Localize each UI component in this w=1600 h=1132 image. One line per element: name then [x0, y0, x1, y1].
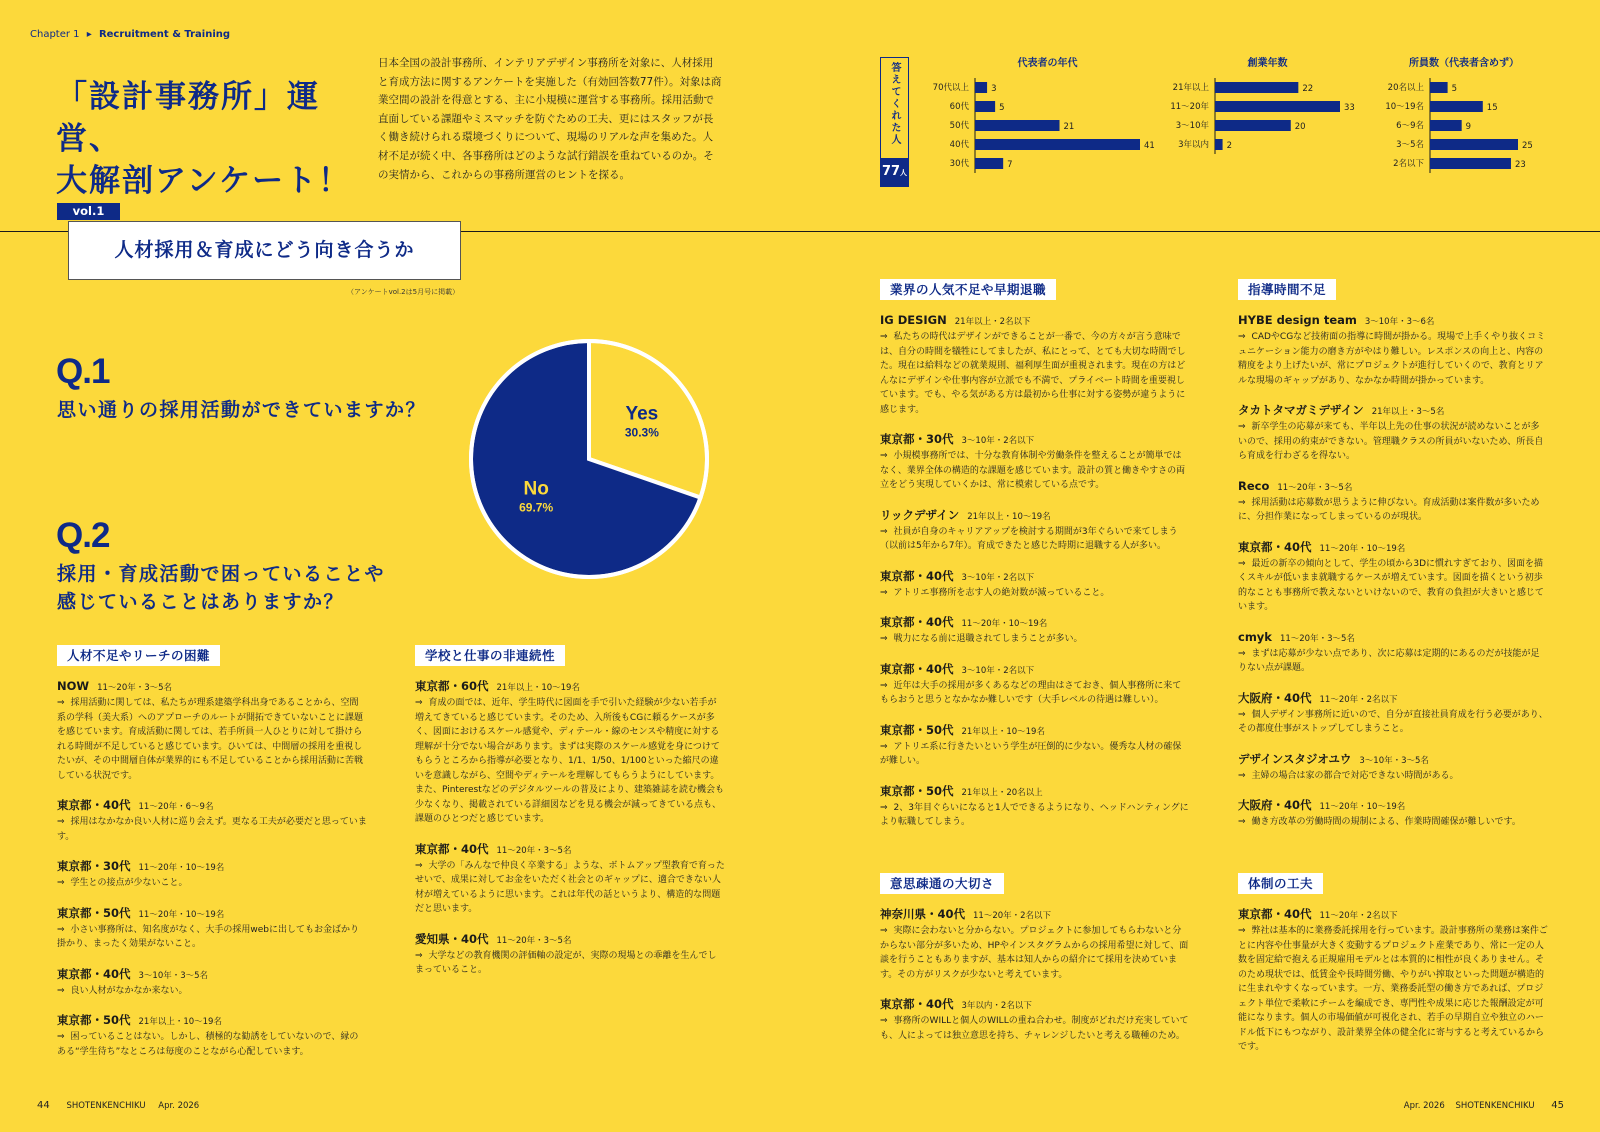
respondent-name: 東京都・40代: [57, 966, 131, 981]
answer-text-line: [57, 815, 367, 844]
arrow-right-icon: ⇒: [880, 1016, 888, 1026]
q1-number: Q.1: [56, 352, 110, 391]
section-entries-industry: [880, 312, 1190, 844]
answer-text-line: [1238, 924, 1548, 1055]
bar-category-label: 6〜9名: [1396, 121, 1424, 131]
respondent-meta: 3年以内・2名以下: [961, 1001, 1032, 1011]
arrow-right-icon: ⇒: [880, 634, 888, 644]
answer-entry: [1238, 539, 1548, 615]
bar-value-label: 21: [1063, 122, 1075, 132]
q2-number: Q.2: [56, 516, 110, 555]
respondent-name: 東京都・40代: [1238, 907, 1312, 921]
answer-text: まずは応募が少ない点であり、次に応募は定期的にあるのだが技能が足りない点が課題。: [1238, 648, 1540, 673]
vol-badge: vol.1: [57, 203, 120, 220]
bar-category-label: 3〜10年: [1175, 121, 1209, 131]
answer-entry: [1238, 906, 1548, 1055]
arrow-right-icon: ⇒: [415, 698, 423, 708]
respondent-meta: 21年以上・10〜19名: [138, 1017, 222, 1027]
respondent-meta: 11〜20年・6〜9名: [138, 802, 214, 812]
q2-question: 採用・育成活動で困っていることや 感じていることはありますか？: [57, 563, 386, 613]
respondent-line: [1238, 539, 1548, 557]
demographic-bar-charts: [915, 50, 1555, 200]
answer-text-line: [880, 586, 1190, 601]
bar-chart-title: 創業年数: [1247, 58, 1288, 69]
respondent-line: [880, 661, 1190, 679]
bar-value-label: 5: [999, 103, 1005, 113]
answer-entry: [57, 966, 367, 999]
bar: [1215, 82, 1298, 93]
respondent-name: 東京都・30代: [57, 859, 131, 873]
chapter-breadcrumb: [30, 29, 230, 40]
respondent-line: [57, 966, 367, 984]
arrow-right-icon: ⇒: [57, 924, 65, 935]
respondent-name: 愛知県・40代: [415, 931, 489, 946]
answer-text-line: [1238, 420, 1548, 464]
respondent-line: [57, 1012, 367, 1030]
bar-category-label: 3年以内: [1178, 140, 1209, 150]
respondent-meta: 11〜20年・3〜5名: [1277, 482, 1353, 493]
answer-text: 近年は大手の採用が多くあるなどの理由はさておき、個人事務所に来てもらおうと思うとなかなか難しいです（大手レベルの待遇は難しい）。: [880, 680, 1182, 705]
answer-text-line: [415, 949, 725, 978]
pie-value-label: 30.3%: [624, 425, 659, 440]
respondent-line: [415, 841, 725, 859]
bar-value-label: 3: [991, 84, 997, 94]
footer-right: [1404, 1100, 1564, 1111]
answer-entry: [880, 661, 1190, 708]
arrow-right-icon: ⇒: [1238, 332, 1246, 342]
respondent-meta: 21年以上・10〜19名: [496, 683, 580, 693]
respondent-line: [415, 931, 725, 949]
arrow-right-icon: ⇒: [57, 1032, 65, 1042]
bar-value-label: 20: [1294, 122, 1306, 132]
respondent-meta: 11〜20年・3〜5名: [496, 935, 572, 946]
bar-value-label: 22: [1302, 84, 1314, 94]
answer-text: 採用活動は応募数が思うように伸びない。育成活動は案件数が多いために、分担作業になってしまっているのが現状。: [1238, 497, 1540, 522]
answer-entry: [880, 614, 1190, 647]
section-title-system: 体制の工夫: [1238, 873, 1323, 894]
respondents-count-badge: [881, 158, 908, 186]
respondent-meta: 21年以上・10〜19名: [967, 511, 1051, 522]
answer-text-line: [1238, 647, 1548, 676]
answer-text-line: [57, 696, 367, 783]
respondent-name: NOW: [57, 679, 90, 693]
respondent-meta: 11〜20年・10〜19名: [138, 863, 225, 873]
answer-text: 採用はなかなか良い人材に巡り会えず。更なる工夫が必要だと思っています。: [57, 817, 367, 842]
vol-note: （アンケートvol.2は5月号に掲載）: [347, 288, 460, 296]
respondent-name: 東京都・40代: [880, 615, 954, 629]
answer-text: 個人デザイン事務所に近いので、自分が直接社員育成を行う必要があり、その都度仕事がストップしてしまうこと。: [1238, 709, 1548, 734]
arrow-right-icon: ⇒: [1238, 422, 1246, 432]
bar-category-label: 60代: [949, 102, 969, 112]
answer-text: 小規模事務所では、十分な教育体制や労働条件を整えることが簡単ではなく、業界全体の構造的な課題を感じています。設計の質と働きやすさの両立をどう実現していくかは、常に模索している点です。: [880, 451, 1186, 490]
arrow-right-icon: ⇒: [880, 926, 888, 936]
section-entries-guidance: [1238, 312, 1548, 844]
answer-entry: [880, 906, 1190, 982]
section-title-industry: 業界の人気不足や早期退職: [880, 279, 1056, 300]
answer-text-line: [1238, 769, 1548, 784]
respondent-meta: 11〜20年・3〜5名: [1279, 633, 1355, 644]
answer-entry: [57, 905, 367, 952]
respondent-meta: 11〜20年・3〜5名: [97, 683, 173, 693]
bar: [975, 158, 1003, 169]
answer-entry: [1238, 402, 1548, 464]
answer-text: 育成の面では、近年、学生時代に図面を手で引いた経験が少ない若手が増えてきていると感じています。そのため、入所後もCGに頼るケースが多く、図面におけるスケール感覚や、ディテール・線のセンスや精度に対する理解が十分でない場合があります。まずは実際のスケール感覚を身につけてもらうところから指導が必要となり、1/1、1/50、1/100といった縮尺の違いを意識しながら、空間やディテールを理解してもらうようにしています。また、Pinterestなどのデジタルツールの普及により、建築雑誌を読む機会も少なくなり、掲載されている詳細図などを見る機会が減ってきている点も、課題のひとつだと感じています。: [415, 698, 725, 824]
answer-entry: [415, 931, 725, 978]
bar: [975, 82, 987, 93]
arrow-right-icon: ⇒: [1238, 770, 1246, 781]
bar-category-label: 21年以上: [1172, 83, 1209, 93]
answer-text: 学生との接点が少ないこと。: [70, 878, 188, 888]
respondent-line: [1238, 690, 1548, 708]
answer-text-line: [1238, 496, 1548, 525]
arrow-right-icon: ⇒: [880, 587, 888, 598]
arrow-right-icon: ⇒: [1238, 648, 1246, 659]
answer-text: 働き方改革の労働時間の規制による、作業時間確保が難しいです。: [1251, 817, 1521, 827]
respondent-meta: 11〜20年・3〜5名: [496, 845, 572, 856]
issue-date-right: Apr. 2026: [1403, 1101, 1445, 1111]
answer-text-line: [880, 924, 1190, 982]
section-title-shortage: 人材不足やリーチの困難: [57, 645, 220, 666]
page-number-left: 44: [37, 1100, 50, 1111]
respondent-name: cmyk: [1238, 629, 1272, 644]
respondent-name: 東京都・40代: [1238, 539, 1312, 554]
answer-text: 最近の新卒の傾向として、学生の頃から3Dに慣れすぎており、図面を描くスキルが低いまま就職するケースが増えています。図面を描くという初歩的なことも事務所で教えないといけないので、教育の負担が大きいと感じています。: [1238, 558, 1544, 612]
bar-value-label: 25: [1522, 141, 1533, 151]
answer-text-line: [880, 525, 1190, 554]
answer-text: 2、3年目ぐらいになると1人でできるようになり、ヘッドハンティングにより転職してしまう。: [880, 802, 1189, 827]
chevron-right-icon: ▸: [86, 29, 92, 40]
bar: [1430, 158, 1511, 169]
bar-category-label: 3〜5名: [1396, 140, 1424, 150]
bar-category-label: 10〜19名: [1385, 102, 1424, 112]
bar-category-label: 40代: [949, 140, 969, 150]
magazine-name-right: SHOTENKENCHIKU: [1455, 1101, 1535, 1111]
respondent-line: [1238, 312, 1548, 330]
section-entries-communication: [880, 906, 1190, 1057]
arrow-right-icon: ⇒: [1238, 558, 1246, 569]
respondents-label: 答えてくれた人: [889, 62, 900, 146]
bar-value-label: 9: [1465, 122, 1472, 132]
bar: [1430, 139, 1518, 150]
respondent-name: 東京都・40代: [880, 997, 954, 1011]
answer-text: 新卒学生の応募が来ても、半年以上先の仕事の状況が読めないことが多いので、採用の約束ができない。管理職クラスの所員がいないため、所長自ら育成を行わざるを得ない。: [1238, 422, 1544, 461]
answer-text: 主婦の場合は家の都合で対応できない時間がある。: [1251, 770, 1459, 781]
answer-entry: [415, 841, 725, 917]
respondent-line: [880, 568, 1190, 586]
bar-chart-3: [1385, 56, 1532, 173]
answer-entry: [880, 507, 1190, 554]
respondent-meta: 11〜20年・10〜19名: [961, 619, 1048, 629]
bar: [1430, 101, 1483, 112]
respondent-meta: 11〜20年・2名以下: [1319, 911, 1398, 921]
answer-text-line: [57, 923, 367, 952]
chapter-label: Chapter 1: [30, 29, 80, 40]
respondent-line: [57, 858, 367, 876]
respondent-meta: 3〜10年・2名以下: [961, 436, 1035, 446]
respondent-name: 神奈川県・40代: [880, 907, 966, 921]
arrow-right-icon: ⇒: [880, 680, 888, 691]
bar-chart-title: 所員数（代表者含めず）: [1409, 58, 1519, 69]
pie-label: Yes: [625, 403, 659, 425]
respondent-name: リックデザイン: [880, 507, 960, 522]
arrow-right-icon: ⇒: [415, 860, 423, 871]
arrow-right-icon: ⇒: [880, 451, 888, 461]
answer-entry: [880, 996, 1190, 1043]
answer-entry: [415, 678, 725, 827]
bar-category-label: 20名以上: [1387, 83, 1424, 93]
respondent-line: [1238, 751, 1548, 769]
respondent-line: [1238, 402, 1548, 420]
bar: [975, 120, 1060, 131]
respondent-meta: 11〜20年・10〜19名: [1319, 543, 1406, 554]
arrow-right-icon: ⇒: [880, 332, 888, 342]
bar: [1430, 120, 1462, 131]
answer-entry: [1238, 751, 1548, 784]
bar: [1215, 101, 1340, 112]
answer-text-line: [880, 632, 1190, 647]
answer-text-line: [415, 859, 725, 917]
respondent-line: [57, 905, 367, 923]
answer-text-line: [1238, 708, 1548, 737]
bar: [975, 101, 995, 112]
respondent-name: 東京都・50代: [57, 905, 131, 920]
answer-text: アトリエ事務所を志す人の絶対数が減っていること。: [893, 587, 1110, 598]
section-entries-shortage: [57, 678, 367, 1073]
answer-text-line: [880, 449, 1190, 493]
respondent-line: [880, 312, 1190, 330]
respondents-count: 77: [881, 164, 901, 179]
answer-text-line: [880, 801, 1190, 830]
answer-entry: [880, 783, 1190, 830]
answer-entry: [1238, 478, 1548, 525]
answer-text: 小さい事務所は、知名度がなく、大手の採用webに出してもお金ばかり掛かり、まったく効果がないこと。: [57, 924, 359, 949]
bar-chart-1: [933, 56, 1155, 173]
pie-value-label: 69.7%: [519, 500, 554, 515]
answer-entry: [1238, 312, 1548, 388]
bar-value-label: 15: [1486, 103, 1498, 113]
answer-entry: [880, 722, 1190, 769]
section-title-school: 学校と仕事の非連続性: [415, 645, 565, 666]
respondent-line: [880, 507, 1190, 525]
answer-entry: [57, 797, 367, 844]
respondent-line: [1238, 478, 1548, 496]
respondent-name: 東京都・30代: [880, 432, 954, 446]
section-entries-system: [1238, 906, 1548, 1069]
issue-date-left: Apr. 2026: [158, 1101, 200, 1111]
respondent-meta: 11〜20年・10〜19名: [138, 909, 225, 920]
bar-chart-2: [1170, 56, 1354, 154]
answer-text-line: [57, 984, 367, 999]
respondent-line: [880, 614, 1190, 632]
bar-value-label: 33: [1344, 103, 1355, 113]
respondent-line: [1238, 797, 1548, 815]
answer-text: CADやCGなど技術面の指導に時間が掛かる。現場で上手くやり抜くコミュニケーション能力の磨き方がやはり難しい。レスポンスの向上と、内容の精度をより上げたいが、常にプロジェクトが進行していくので、教育とリアルな現場のギャップがあり、なかなか時間が掛かっています。: [1238, 332, 1546, 386]
section-title-guidance: 指導時間不足: [1238, 279, 1336, 300]
answer-text-line: [1238, 557, 1548, 615]
bar-value-label: 23: [1514, 160, 1526, 170]
answer-text: 採用活動に関しては、私たちが理系建築学科出身であることから、空間系の学科（美大系）へのアプローチのルートが開拓できていないことに課題を感じています。育成活動に関しては、若手所員一人ひとりに対して掛けられる時間が不足していると感じています。ひいては、中間層の採用を重視したいが、その中間層自体が業界的にも不足していることから採用活動に苦戦している状況です。: [57, 698, 364, 781]
answer-entry: [880, 568, 1190, 601]
respondent-line: [415, 678, 725, 696]
respondent-line: [880, 431, 1190, 449]
answer-text: 戦力になる前に退職されてしまうことが多い。: [893, 634, 1083, 644]
respondent-name: HYBE design team: [1238, 313, 1357, 327]
respondent-name: 東京都・50代: [880, 783, 954, 798]
respondent-meta: 11〜20年・10〜19名: [1319, 802, 1406, 812]
bar-value-label: 2: [1226, 141, 1232, 151]
respondents-unit: 人: [900, 169, 908, 177]
pie-label: No: [523, 478, 549, 500]
arrow-right-icon: ⇒: [415, 950, 423, 961]
arrow-right-icon: ⇒: [57, 698, 65, 708]
bar: [1430, 82, 1448, 93]
respondent-name: 東京都・50代: [57, 1013, 131, 1027]
respondent-line: [1238, 629, 1548, 647]
arrow-right-icon: ⇒: [1238, 709, 1246, 720]
respondent-line: [880, 722, 1190, 740]
answer-text: 弊社は基本的に業務委託採用を行っています。設計事務所の業務は案件ごとに内容や仕事量が大きく変動するプロジェクト産業であり、常に一定の人数を固定給で抱える正規雇用モデルとは本質的に相性が良くありません。そのため現状では、低賃金や長時間労働、やりがい搾取といった問題が構造的に生まれやすくなっています。一方、業務委託型の働き方であれば、プロジェクト単位で柔軟にチームを編成でき、専門性や成果に応じた報酬設定が可能になります。個人の市場価値が可視化され、若手の早期自立や独立のハードル低下にもつながり、設計業界全体の健全化に寄与すると考えているからです。: [1238, 926, 1548, 1052]
arrow-right-icon: ⇒: [1238, 926, 1246, 936]
respondent-line: [1238, 906, 1548, 924]
respondent-meta: 3〜10年・2名以下: [961, 572, 1035, 583]
respondent-name: IG DESIGN: [880, 313, 947, 327]
intro-paragraph: 日本全国の設計事務所、インテリアデザイン事務所を対象に、人材採用と育成方法に関するアンケートを実施した（有効回答数77件）。対象は商業空間の設計を得意とする、主に小規模に運営する事務所。採用活動で直面している課題やミスマッチを防ぐための工夫、更にはスタッフが長く働き続けられる環境づくりについて、現場のリアルな声を集めた。人材不足が続く中、各事務所はどのような試行錯誤を重ねているのか。その実情から、これからの事務所運営のヒントを探る。: [378, 57, 722, 181]
answer-text-line: [880, 679, 1190, 708]
q1-pie-chart: [467, 337, 711, 581]
respondent-meta: 3〜10年・3〜5名: [1359, 755, 1429, 766]
arrow-right-icon: ⇒: [1238, 497, 1246, 508]
arrow-right-icon: ⇒: [1238, 817, 1246, 827]
arrow-right-icon: ⇒: [880, 741, 888, 752]
respondent-name: 東京都・40代: [880, 661, 954, 676]
respondent-meta: 21年以上・10〜19名: [961, 726, 1045, 737]
respondent-meta: 3〜10年・3〜5名: [138, 970, 209, 981]
answer-text-line: [57, 1030, 367, 1059]
respondent-name: 東京都・60代: [415, 679, 489, 693]
respondent-meta: 21年以上・2名以下: [954, 317, 1031, 327]
answer-entry: [880, 431, 1190, 493]
answer-entry: [1238, 629, 1548, 676]
respondent-name: 東京都・40代: [415, 841, 489, 856]
magazine-name-left: SHOTENKENCHIKU: [66, 1101, 146, 1111]
answer-text: アトリエ系に行きたいという学生が圧倒的に少ない。優秀な人材の確保が難しい。: [880, 741, 1182, 766]
respondent-name: 大阪府・40代: [1238, 798, 1312, 812]
bar: [1215, 120, 1291, 131]
arrow-right-icon: ⇒: [880, 802, 888, 813]
arrow-right-icon: ⇒: [57, 985, 65, 996]
answer-text-line: [1238, 815, 1548, 830]
section-entries-school: [415, 678, 725, 992]
respondent-meta: 11〜20年・2名以下: [973, 911, 1052, 921]
arrow-right-icon: ⇒: [57, 878, 65, 888]
respondent-name: 東京都・50代: [880, 722, 954, 737]
bar-category-label: 70代以上: [932, 83, 969, 93]
respondent-name: デザインスタジオユウ: [1238, 751, 1352, 766]
respondent-meta: 3〜10年・2名以下: [961, 665, 1035, 676]
respondent-meta: 21年以上・20名以上: [961, 787, 1043, 798]
respondent-name: タカトタマガミデザイン: [1238, 403, 1364, 417]
answer-text-line: [415, 696, 725, 827]
answer-entry: [880, 312, 1190, 417]
bar: [1215, 139, 1223, 150]
respondent-name: 東京都・40代: [880, 568, 954, 583]
arrow-right-icon: ⇒: [880, 526, 888, 537]
answer-entry: [57, 678, 367, 783]
answer-text: 大学などの教育機関の評価軸の設定が、実際の現場との乖離を生んでしまっていること。: [415, 950, 717, 975]
respondent-name: 大阪府・40代: [1238, 690, 1312, 705]
answer-text-line: [880, 1014, 1190, 1043]
respondent-line: [880, 783, 1190, 801]
respondent-line: [880, 996, 1190, 1014]
answer-text-line: [1238, 330, 1548, 388]
section-label: Recruitment & Training: [98, 29, 231, 40]
arrow-right-icon: ⇒: [57, 817, 65, 827]
answer-text: 社員が自身のキャリアアップを検討する期間が3年ぐらいで来てしまう（以前は5年から7年）。育成できたと感じた時期に退職する人が多い。: [880, 526, 1178, 551]
bar-category-label: 50代: [949, 121, 969, 131]
respondent-meta: 3〜10年・3〜6名: [1364, 317, 1435, 327]
answer-text: 事務所のWILLと個人のWILLの重ね合わせ。制度がどれだけ充実していても、人によっては独立意思を持ち、チャレンジしたいと考える職種のため。: [880, 1016, 1189, 1041]
answer-entry: [1238, 690, 1548, 737]
answer-text: 良い人材がなかなか来ない。: [70, 985, 188, 996]
bar-value-label: 7: [1007, 160, 1013, 170]
answer-entry: [1238, 797, 1548, 830]
respondent-name: Reco: [1238, 478, 1270, 493]
section-title-communication: 意思疎通の大切さ: [880, 873, 1004, 894]
bar-chart-title: 代表者の年代: [1017, 58, 1078, 69]
answer-text: 困っていることはない。しかし、積極的な勧誘をしていないので、縁のある“学生待ち”なところは毎度のことながら心配しています。: [57, 1032, 359, 1057]
answer-text: 大学の「みんなで仲良く卒業する」ような、ボトムアップ型教育で育ったせいで、成果に対してお金をいただく社会とのギャップに、適合できない人材が増えているように思います。これは年代の話というより、構造的な問題だと思います。: [415, 860, 725, 914]
answer-text: 実際に会わないと分からない。プロジェクトに参加してもらわないと分からない部分が多いため、HPやインスタグラムからの採用希望に対して、面談を行うこともありますが、基本は知人からの紹介にて採用を決めています。その方がリスクが少ないと考えています。: [880, 926, 1189, 980]
respondent-line: [880, 906, 1190, 924]
respondent-line: [57, 678, 367, 696]
bar-value-label: 41: [1144, 141, 1155, 151]
answer-text: 私たちの時代はデザインができることが一番で、今の方々が言う意味では、自分の時間を犠牲にしてましたが、私にとって、とても大切な時間でした。現在は給料などの就業規則、福利厚生面が重視されます。現在の方はどんなにデザインや仕事内容が立派でも不満で、プライベート時間を重要視しています。でも、やる気がある方は最初から仕事に対する姿勢が違うように感じます。: [880, 332, 1186, 415]
bar-value-label: 5: [1451, 84, 1458, 94]
q1-question: 思い通りの採用活動ができていますか？: [57, 399, 427, 421]
answer-text-line: [880, 330, 1190, 417]
respondent-name: 東京都・40代: [57, 798, 131, 812]
answer-entry: [57, 858, 367, 891]
bar-category-label: 2名以下: [1393, 159, 1424, 169]
bar-category-label: 30代: [949, 159, 969, 169]
bar-category-label: 11〜20年: [1170, 102, 1209, 112]
respondent-line: [57, 797, 367, 815]
page-number-right: 45: [1551, 1100, 1564, 1111]
answer-text-line: [880, 740, 1190, 769]
answer-entry: [57, 1012, 367, 1059]
respondent-meta: 21年以上・3〜5名: [1371, 407, 1445, 417]
footer-left: [37, 1100, 199, 1111]
respondent-meta: 11〜20年・2名以下: [1319, 694, 1398, 705]
bar: [975, 139, 1140, 150]
vol-title: 人材採用＆育成にどう向き合うか: [68, 221, 461, 280]
page-title: 「設計事務所」運営、 大解剖アンケート！: [56, 79, 352, 199]
answer-text-line: [57, 876, 367, 891]
